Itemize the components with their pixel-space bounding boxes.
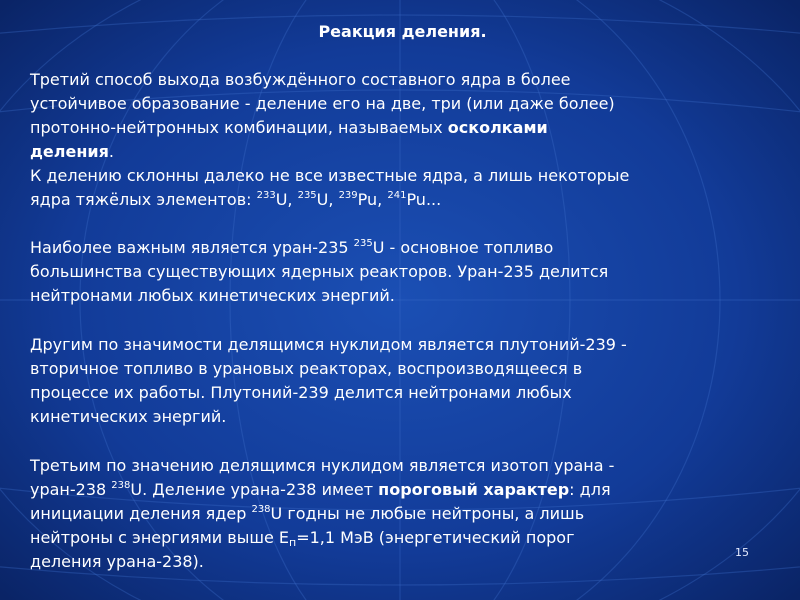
mass-number: 238: [111, 480, 131, 491]
text: нейтронами любых кинетических энергий.: [30, 286, 395, 305]
text-line: [30, 478, 775, 502]
text-line: [30, 526, 775, 550]
term-fragments: осколками: [447, 118, 548, 137]
isotope-symbol: Pu,: [357, 190, 388, 209]
text: протонно-нейтронных комбинации, называемых: [30, 118, 448, 137]
text: Наиболее важным является уран-235: [30, 238, 354, 257]
isotope-symbol: Pu...: [406, 190, 442, 209]
slide-title: Реакция деления.: [318, 22, 487, 41]
text-line: [30, 357, 775, 381]
paragraph-uranium-238: [30, 454, 775, 574]
subscript: п: [289, 536, 297, 549]
text-line: [30, 405, 775, 429]
paragraph-plutonium-239: [30, 333, 775, 429]
text-line: [30, 454, 775, 478]
text-line: [30, 188, 775, 212]
text: =1,1 МэВ (энергетический порог: [296, 528, 575, 547]
text-line: [30, 164, 775, 188]
text: процессе их работы. Плутоний-239 делится нейтронами любых: [30, 383, 572, 402]
text: ядра тяжёлых элементов:: [30, 190, 257, 209]
text: большинства существующих ядерных реакторов. Уран-235 делится: [30, 262, 609, 281]
text: уран-238: [30, 480, 112, 499]
text: Третий способ выхода возбуждённого составного ядра в более: [30, 70, 571, 89]
text: деления урана-238).: [30, 552, 204, 571]
page-number: 15: [735, 546, 749, 559]
text: кинетических энергий.: [30, 407, 227, 426]
text: .: [108, 142, 114, 161]
text: нейтроны с энергиями выше E: [30, 528, 289, 547]
text: инициации деления ядер: [30, 504, 252, 523]
text-line: [30, 92, 775, 116]
text-line: [30, 260, 775, 284]
text-line: [30, 381, 775, 405]
text: вторичное топливо в урановых реакторах, воспроизводящееся в: [30, 359, 583, 378]
text-line: [30, 333, 775, 357]
text-line: [30, 550, 775, 574]
text: U - основное топливо: [372, 238, 554, 257]
term-threshold: пороговый характер: [378, 480, 570, 499]
text: Другим по значимости делящимся нуклидом является плутоний-239 -: [30, 335, 627, 354]
text: Третьим по значению делящимся нуклидом является изотоп урана -: [30, 456, 615, 475]
text-line: [30, 68, 775, 92]
text-line: [30, 116, 775, 140]
isotope-symbol: U,: [316, 190, 339, 209]
term-fission: деления: [30, 142, 109, 161]
text-line: [30, 502, 775, 526]
mass-number: 233: [256, 190, 276, 201]
text: U. Деление урана-238 имеет: [130, 480, 379, 499]
mass-number: 235: [297, 190, 317, 201]
text-line: [30, 236, 775, 260]
mass-number: 239: [338, 190, 358, 201]
mass-number: 235: [353, 238, 373, 249]
text: устойчивое образование - деление его на две, три (или даже более): [30, 94, 615, 113]
text: К делению склонны далеко не все известные ядра, а лишь некоторые: [30, 166, 630, 185]
text-line: [30, 284, 775, 308]
mass-number: 241: [387, 190, 407, 201]
text-line: [30, 140, 775, 164]
paragraph-fission-intro: [30, 68, 775, 212]
text: U годны не любые нейтроны, а лишь: [270, 504, 585, 523]
mass-number: 238: [251, 504, 271, 515]
text: : для: [569, 480, 611, 499]
paragraph-uranium-235: [30, 236, 775, 308]
isotope-symbol: U,: [275, 190, 298, 209]
